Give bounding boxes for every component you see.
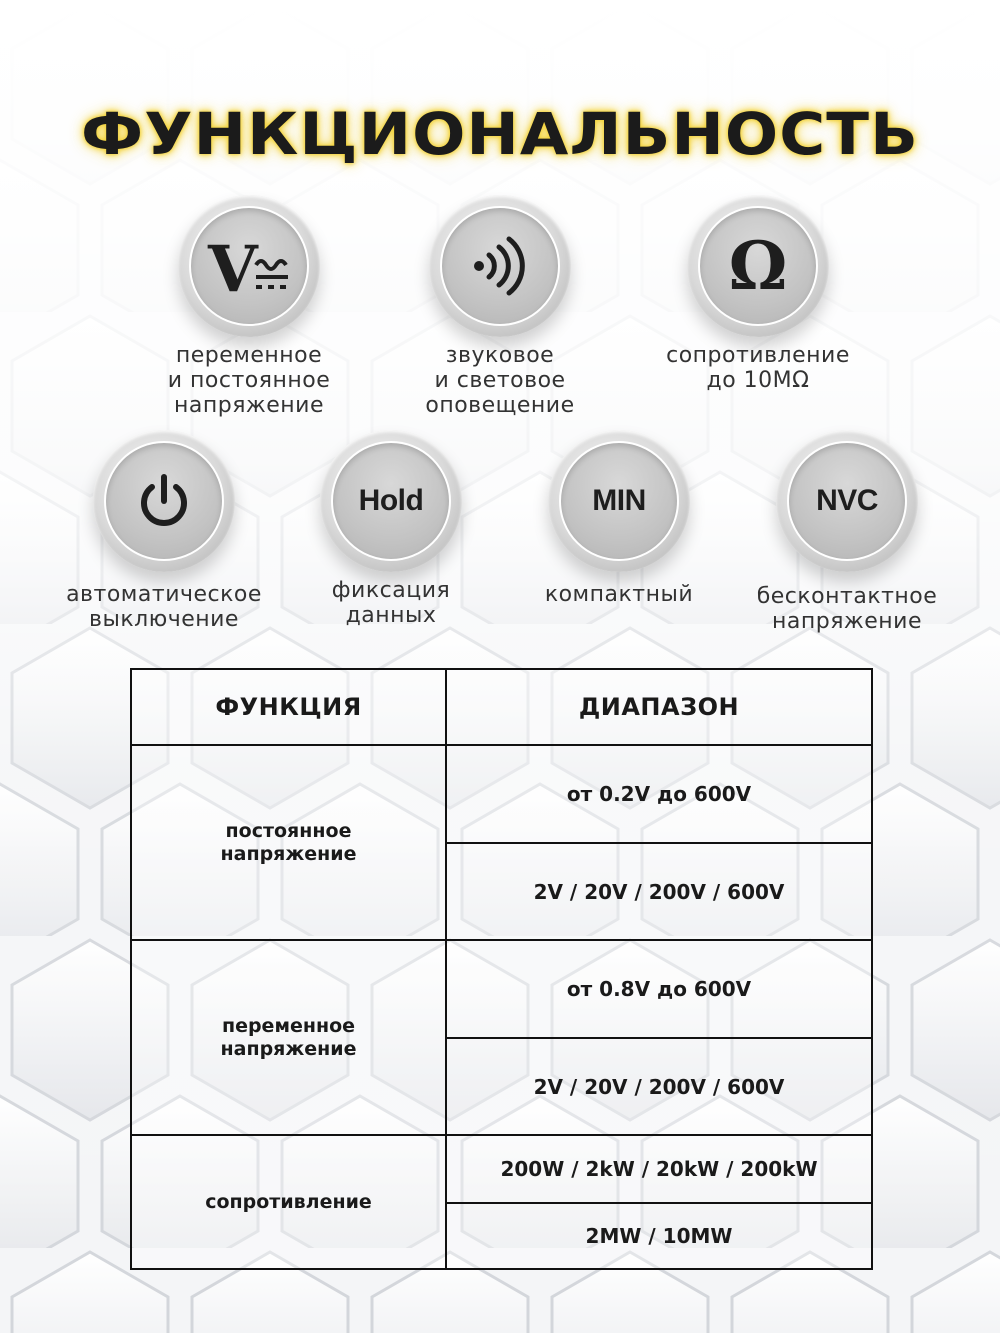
feature-sound [380,195,620,418]
feature-voltage [129,195,369,418]
range-cell: 2MW / 10MW [446,1203,872,1269]
function-cell: постоянное напряжение [131,745,446,940]
feature-nvc [727,430,967,634]
table-row [131,745,872,843]
range-cell: от 0.2V до 600V [446,745,872,843]
range-cell: 200W / 2kW / 20kW / 200kW [446,1135,872,1203]
sound-waves-icon [429,195,571,337]
table-header-row [131,669,872,745]
feature-hold [271,430,511,628]
feature-label: сопротивление до 10MΩ [666,343,850,393]
ohm-icon: Ω [687,195,829,337]
spec-table [130,668,873,1270]
function-cell: сопротивление [131,1135,446,1269]
svg-text:V: V [208,232,258,301]
feature-resistance [638,195,878,393]
voltage-ac-dc-icon [178,195,320,337]
range-cell: 2V / 20V / 200V / 600V [446,1038,872,1135]
range-cell: 2V / 20V / 200V / 600V [446,843,872,940]
feature-label: компактный [544,582,694,607]
feature-label: фиксация данных [331,578,451,628]
feature-label: автоматическое выключение [66,582,262,632]
table-row [131,940,872,1038]
header-range: ДИАПАЗОН [446,669,872,745]
min-icon: MIN [548,430,690,572]
nvc-icon: NVC [776,430,918,572]
hold-icon: Hold [320,430,462,572]
table-row [131,1135,872,1203]
feature-label: звуковое и световое оповещение [425,343,575,418]
feature-label: переменное и постоянное напряжение [167,343,331,418]
header-function: ФУНКЦИЯ [131,669,446,745]
range-cell: от 0.8V до 600V [446,940,872,1038]
function-cell: переменное напряжение [131,940,446,1135]
feature-label: бесконтактное напряжение [756,584,938,634]
page-title: ФУНКЦИОНАЛЬНОСТЬ [81,100,919,168]
feature-auto-off [44,430,284,632]
power-icon [93,430,235,572]
feature-compact [499,430,739,607]
